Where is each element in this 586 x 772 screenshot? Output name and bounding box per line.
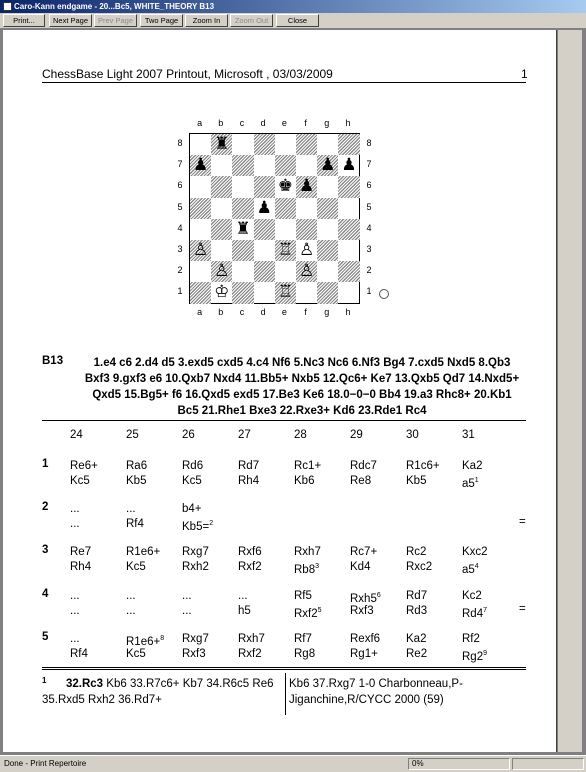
move-cell-black <box>406 559 432 575</box>
move-cell-black <box>126 473 146 489</box>
move-text: ... <box>238 590 248 602</box>
move-number-header: 24 <box>70 429 83 441</box>
square-b4 <box>211 219 232 240</box>
move-text: Re8 <box>350 475 372 487</box>
footnote-ref[interactable]: 6 <box>376 592 381 599</box>
square-g4 <box>317 219 338 240</box>
move-text: Rxh5 <box>350 592 377 605</box>
rank-label: 5 <box>366 201 372 212</box>
move-text: Rf4 <box>126 518 144 530</box>
rank-label: 8 <box>177 138 183 148</box>
file-label: d <box>260 118 266 128</box>
move-cell-white <box>462 458 482 474</box>
square-a4 <box>190 219 211 240</box>
square-g3 <box>317 240 338 261</box>
header-rule <box>42 82 526 83</box>
white-to-move-indicator <box>379 289 389 299</box>
rank-label: 6 <box>366 180 372 191</box>
footnote-left-text: Kb6 33.R7c6+ Kb7 34.R6c5 Re6 35.Rxd5 Rxh2 36.Rd7+ <box>42 678 274 706</box>
square-a8 <box>190 134 211 155</box>
square-e8 <box>275 134 296 155</box>
black-pawn-icon: ♟ <box>341 155 357 176</box>
file-label: e <box>281 307 287 317</box>
square-e7 <box>275 155 296 176</box>
app-icon <box>3 2 12 11</box>
square-d3 <box>254 240 275 261</box>
print-button[interactable]: Print... <box>3 14 45 27</box>
square-g8 <box>317 134 338 155</box>
rank-label: 3 <box>366 244 372 254</box>
black-rook-icon: ♜ <box>214 134 230 154</box>
move-cell-white <box>294 631 312 647</box>
move-cell-black <box>238 473 259 489</box>
white-pawn-icon: ♙ <box>192 240 209 260</box>
move-cell-white <box>406 588 427 604</box>
move-number-header: 31 <box>462 429 475 441</box>
move-cell-black <box>70 559 91 575</box>
move-text: ... <box>70 605 80 617</box>
footnote-ref[interactable]: 5 <box>317 607 322 614</box>
page-header: ChessBase Light 2007 Printout, Microsoft , 03/03/2009 <box>42 67 333 81</box>
move-cell-white <box>406 458 440 474</box>
square-g1 <box>317 282 338 303</box>
move-text: Kxc2 <box>462 546 488 558</box>
move-cell-white <box>238 588 248 604</box>
move-cell-white <box>294 458 321 474</box>
move-text: Rxc2 <box>406 561 433 573</box>
move-text: Rxf2 <box>238 648 262 660</box>
move-cell-black <box>462 559 479 578</box>
square-d8 <box>254 134 275 155</box>
move-text: ... <box>126 503 136 515</box>
move-text: Kc2 <box>462 590 482 602</box>
square-a2 <box>190 261 211 282</box>
move-cell-white <box>182 544 209 560</box>
square-f1 <box>296 282 317 303</box>
window-title: Caro-Kann endgame - 20...Bc5, WHITE_THEORY B13 <box>14 2 215 11</box>
variation-number: 2 <box>42 501 49 513</box>
move-text: Rh4 <box>238 475 260 487</box>
progress-percent: 0% <box>412 759 424 768</box>
square-c8 <box>232 134 253 155</box>
move-text: ... <box>70 518 80 530</box>
square-d1 <box>254 282 275 303</box>
footnote-left <box>42 676 282 708</box>
move-text: Rf5 <box>294 590 312 602</box>
move-cell-white <box>350 631 380 647</box>
move-text: Rf4 <box>70 648 88 660</box>
variation-number: 3 <box>42 544 49 556</box>
footnote-ref[interactable]: 7 <box>483 607 488 614</box>
square-h6 <box>338 176 359 197</box>
white-pawn-icon: ♙ <box>214 261 230 282</box>
move-cell-white <box>70 458 98 474</box>
footnote-ref[interactable]: 8 <box>160 635 165 642</box>
square-c2 <box>232 261 253 282</box>
footnote-marker: 1 <box>42 676 47 685</box>
black-rook-icon: ♜ <box>235 218 251 239</box>
square-b5 <box>211 198 232 219</box>
move-cell-black <box>126 603 136 619</box>
square-g5 <box>317 198 338 219</box>
footnote-ref[interactable]: 1 <box>474 477 479 484</box>
move-cell-black <box>294 559 319 578</box>
move-cell-black <box>126 646 146 662</box>
move-text: Ka2 <box>406 633 427 645</box>
move-cell-white <box>126 458 147 474</box>
file-label: b <box>218 118 224 128</box>
move-text: Rxf2 <box>294 607 318 620</box>
square-e4 <box>275 219 296 240</box>
move-text: Rc7+ <box>350 546 378 558</box>
status-text: Done - Print Repertoire <box>4 759 87 768</box>
move-cell-black <box>350 473 371 489</box>
file-label: f <box>304 118 307 128</box>
move-text: Rh4 <box>70 561 92 573</box>
white-pawn-icon: ♙ <box>298 261 315 282</box>
rank-label: 7 <box>366 159 372 170</box>
footnote-right: Kb6 37.Rxg7 1-0 Charbonneau,P-Jiganchine,R/CYCC 2000 (59) <box>289 678 463 706</box>
vertical-scrollbar[interactable] <box>558 30 582 752</box>
move-text: Rxf3 <box>350 605 374 617</box>
table-bottom-rule-2 <box>42 669 526 670</box>
move-text: Rxh2 <box>182 561 209 573</box>
square-c3 <box>232 240 253 261</box>
next-page-button[interactable]: Next Page <box>49 14 92 27</box>
evaluation: = <box>519 516 526 528</box>
move-cell-white <box>406 544 426 560</box>
status-pane-right <box>512 758 584 770</box>
square-h2 <box>338 261 359 282</box>
variation-number: 5 <box>42 631 49 643</box>
move-number-header: 29 <box>350 429 363 441</box>
move-cell-white <box>126 544 160 560</box>
rank-label: 8 <box>366 138 372 148</box>
square-b6 <box>211 176 232 197</box>
move-text: Kd4 <box>350 561 371 573</box>
move-cell-black <box>462 473 479 492</box>
footnote-ref[interactable]: 4 <box>474 563 479 570</box>
move-text: Rxh7 <box>238 633 265 645</box>
move-number-header: 28 <box>294 429 307 441</box>
move-cell-black <box>294 473 314 489</box>
move-cell-white <box>238 458 259 474</box>
move-text: Rxf2 <box>238 561 262 573</box>
move-text: Rg8 <box>294 648 316 660</box>
move-text: Kc5 <box>182 475 202 487</box>
square-h3 <box>338 240 359 261</box>
eco-code: B13 <box>42 355 64 367</box>
white-king-icon: ♔ <box>214 282 230 303</box>
move-text: Re7 <box>70 546 92 558</box>
square-f8 <box>296 134 317 155</box>
file-label: h <box>345 118 351 128</box>
square-a6 <box>190 176 211 197</box>
move-text: ... <box>70 633 80 645</box>
file-label: a <box>197 307 203 317</box>
move-text: Rd4 <box>462 607 484 620</box>
rank-label: 1 <box>366 286 372 297</box>
move-cell-black <box>182 516 213 535</box>
black-pawn-icon: ♟ <box>192 155 209 176</box>
move-cell-black <box>182 559 209 575</box>
move-text: b4+ <box>182 503 202 515</box>
move-text: ... <box>70 590 80 602</box>
move-text: Rd6 <box>182 460 204 472</box>
square-c6 <box>232 176 253 197</box>
move-cell-black <box>294 646 315 662</box>
move-text: a5 <box>462 563 475 576</box>
move-cell-white <box>294 588 312 604</box>
move-text: ... <box>126 605 136 617</box>
two-page-button[interactable]: Two Page <box>140 14 183 27</box>
move-text: Rd7 <box>238 460 260 472</box>
move-cell-white <box>462 544 488 560</box>
chess-board <box>189 133 360 304</box>
variation-number: 4 <box>42 588 49 600</box>
square-g2 <box>317 261 338 282</box>
table-bottom-rule <box>42 667 526 668</box>
square-h8 <box>338 134 359 155</box>
move-cell-white <box>238 544 262 560</box>
move-text: ... <box>70 503 80 515</box>
move-cell-white <box>462 588 482 604</box>
move-cell-black <box>182 646 206 662</box>
square-a5 <box>190 198 211 219</box>
move-cell-black <box>294 603 322 622</box>
move-cell-white <box>182 588 192 604</box>
square-h4 <box>338 219 359 240</box>
move-number-header: 30 <box>406 429 419 441</box>
rank-label: 4 <box>366 222 372 233</box>
square-c5 <box>232 198 253 219</box>
file-label: g <box>324 307 330 317</box>
rank-label: 3 <box>177 244 183 254</box>
square-b3 <box>211 240 232 261</box>
move-cell-white <box>350 458 377 474</box>
move-cell-black <box>238 559 262 575</box>
file-label: c <box>239 118 245 128</box>
move-cell-white <box>182 501 202 517</box>
move-text: Rd7 <box>406 590 428 602</box>
square-e5 <box>275 198 296 219</box>
rank-label: 7 <box>177 159 183 170</box>
move-text: R1e6+ <box>126 635 161 648</box>
move-cell-white <box>350 544 377 560</box>
move-cell-black <box>182 603 192 619</box>
square-d7 <box>254 155 275 176</box>
file-label: e <box>281 118 287 128</box>
move-text: Rg2 <box>462 650 484 663</box>
move-text: Rexf6 <box>350 633 381 645</box>
move-cell-white <box>126 501 136 517</box>
move-cell-white <box>294 544 321 560</box>
move-text: Rf7 <box>294 633 312 645</box>
move-cell-black <box>350 646 378 662</box>
move-text: Kc5 <box>126 561 146 573</box>
move-cell-black <box>238 603 251 619</box>
game-mainline: 1.e4 c6 2.d4 d5 3.exd5 cxd5 4.c4 Nf6 5.Nc3 Nc6 6.Nf3 Bg4 7.cxd5 Nxd5 8.Qb3 Bxf3 9.gxf3 e6 10.Qxb7 Nxd4 11.Bb5+ Nxb5 12.Qc6+ Ke7 13.Qxb5 Qd7 14.Nxd5+ Qxd5 15.Bg5+ f6 16.Qxd5 exd5 17.Be3 Ke6 18.0−0−0 Bb4 19.a3 Rhc8+ 20.Kb1 Bc5 21.Rhe1 Bxe3 22.Rxe3+ Kd6 23.Rde1 Rc4 <box>84 357 520 417</box>
move-number-header: 27 <box>238 429 251 441</box>
move-text: Rxg7 <box>182 546 209 558</box>
move-text: Kb5 <box>126 475 147 487</box>
white-pawn-icon: ♙ <box>298 240 315 260</box>
square-b7 <box>211 155 232 176</box>
move-text: R1e6+ <box>126 546 161 558</box>
rank-label: 2 <box>366 265 372 276</box>
close-button[interactable]: Close <box>276 14 319 27</box>
move-text: Rc2 <box>406 546 427 558</box>
evaluation: = <box>519 603 526 615</box>
move-text: Rdc7 <box>350 460 377 472</box>
move-cell-white <box>70 588 80 604</box>
move-text: Kc5 <box>70 475 90 487</box>
move-text: h5 <box>238 605 251 617</box>
rank-label: 5 <box>177 201 183 212</box>
move-cell-black <box>126 516 144 532</box>
status-bar <box>0 755 586 772</box>
move-cell-black <box>70 603 80 619</box>
footnote-divider <box>285 673 286 715</box>
move-cell-black <box>462 603 487 622</box>
square-d6 <box>254 176 275 197</box>
move-cell-black <box>406 603 427 619</box>
black-king-icon: ♚ <box>277 176 294 197</box>
move-text: Rxf6 <box>238 546 262 558</box>
variation-number: 1 <box>42 458 49 470</box>
move-text: Re2 <box>406 648 428 660</box>
move-text: Re6+ <box>70 460 98 472</box>
move-text: Rd3 <box>406 605 428 617</box>
move-cell-white <box>126 588 136 604</box>
file-label: c <box>239 307 245 317</box>
footnote-bold-move: 32.Rc3 <box>66 678 104 690</box>
move-cell-white <box>238 631 265 647</box>
black-pawn-icon: ♟ <box>256 197 272 218</box>
file-label: b <box>218 307 224 317</box>
move-cell-black <box>70 646 88 662</box>
move-cell-white <box>406 631 426 647</box>
white-rook-icon: ♖ <box>277 282 294 303</box>
move-cell-white <box>182 631 209 647</box>
square-g6 <box>317 176 338 197</box>
move-cell-black <box>350 559 370 575</box>
move-text: Rxf3 <box>182 648 206 660</box>
move-text: Kb6 <box>294 475 315 487</box>
move-number-header: 26 <box>182 429 195 441</box>
file-label: g <box>324 118 330 128</box>
move-cell-white <box>70 544 91 560</box>
footnote-ref[interactable]: 9 <box>483 650 488 657</box>
move-text: Kc5 <box>126 648 146 660</box>
zoom-in-button[interactable]: Zoom In <box>185 14 228 27</box>
move-text: Rf2 <box>462 633 480 645</box>
move-number-header: 25 <box>126 429 139 441</box>
black-pawn-icon: ♟ <box>298 176 315 197</box>
move-cell-black <box>182 473 202 489</box>
move-cell-black <box>126 559 146 575</box>
print-preview-toolbar <box>0 13 586 29</box>
move-text: Rxh7 <box>294 546 321 558</box>
move-cell-black <box>350 603 374 619</box>
move-text: ... <box>182 590 192 602</box>
rank-label: 1 <box>177 286 183 297</box>
move-text: Ka2 <box>462 460 483 472</box>
footnote-ref[interactable]: 2 <box>209 520 214 527</box>
prev-page-button[interactable]: Prev Page <box>94 14 137 27</box>
move-cell-black <box>70 473 90 489</box>
page-number: 1 <box>521 67 528 81</box>
square-f4 <box>296 219 317 240</box>
square-e2 <box>275 261 296 282</box>
move-text: Rc1+ <box>294 460 322 472</box>
move-cell-black <box>462 646 487 665</box>
move-text: Rg1+ <box>350 648 378 660</box>
move-cell-black <box>238 646 262 662</box>
file-label: d <box>260 307 266 317</box>
square-h5 <box>338 198 359 219</box>
square-h1 <box>338 282 359 303</box>
square-f5 <box>296 198 317 219</box>
move-cell-white <box>182 458 203 474</box>
move-text: ... <box>126 590 136 602</box>
square-d4 <box>254 219 275 240</box>
move-cell-black <box>70 516 80 532</box>
move-cell-white <box>462 631 480 647</box>
file-label: h <box>345 307 351 317</box>
square-d2 <box>254 261 275 282</box>
move-text: a5 <box>462 477 475 490</box>
rank-label: 2 <box>177 265 183 276</box>
white-rook-icon: ♖ <box>277 240 294 260</box>
square-f7 <box>296 155 317 176</box>
move-text: Ra6 <box>126 460 148 472</box>
move-text: Kb5 <box>406 475 427 487</box>
move-text: ... <box>182 605 192 617</box>
square-a1 <box>190 282 211 303</box>
move-text: Rb8 <box>294 563 316 576</box>
file-label: a <box>197 118 203 128</box>
move-text: Kb5= <box>182 520 210 533</box>
move-text: Rxg7 <box>182 633 209 645</box>
file-label: f <box>304 307 307 317</box>
rank-label: 4 <box>177 222 183 233</box>
move-cell-black <box>406 473 426 489</box>
black-pawn-icon: ♟ <box>320 155 336 176</box>
square-c7 <box>232 155 253 176</box>
move-cell-white <box>70 631 80 647</box>
square-c1 <box>232 282 253 303</box>
move-cell-white <box>70 501 80 517</box>
title-bar <box>0 0 586 13</box>
move-text: R1c6+ <box>406 460 440 472</box>
table-top-rule <box>42 420 526 421</box>
rank-label: 6 <box>177 180 183 191</box>
zoom-out-button[interactable]: Zoom Out <box>230 14 273 27</box>
move-cell-black <box>406 646 427 662</box>
footnote-ref[interactable]: 3 <box>315 563 320 570</box>
